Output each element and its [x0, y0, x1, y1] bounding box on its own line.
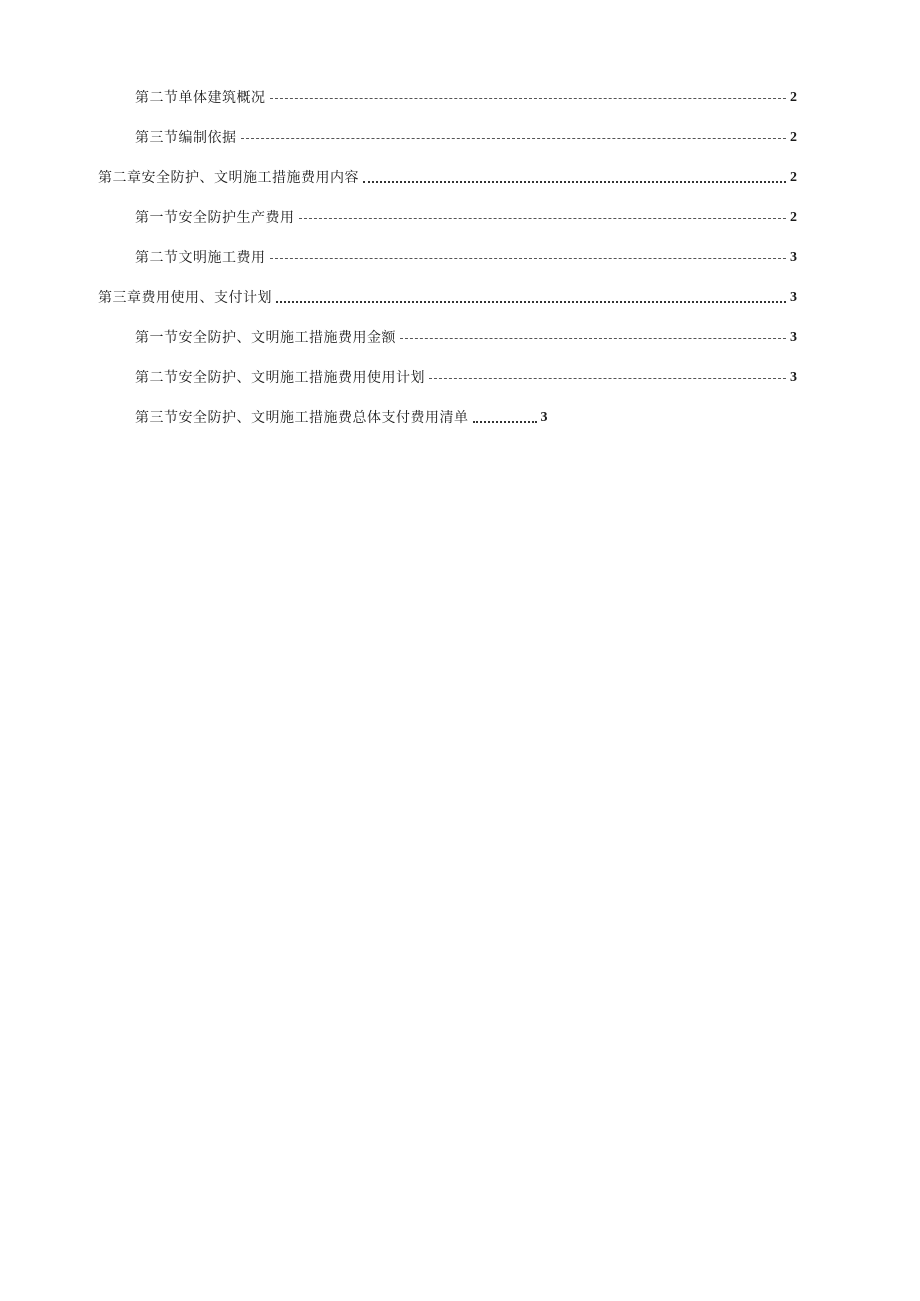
- toc-entry-title: 第二节安全防护、文明施工措施费用使用计划: [135, 370, 425, 386]
- toc-entry-section[interactable]: [135, 208, 797, 228]
- toc-leader-dots: [473, 421, 537, 423]
- toc-entry-title: 第一节安全防护、文明施工措施费用金额: [135, 330, 396, 346]
- toc-entry-chapter[interactable]: [98, 288, 797, 308]
- toc-page-number: 2: [790, 90, 797, 105]
- toc-entry-title: 第三章费用使用、支付计划: [98, 290, 272, 306]
- toc-entry-section[interactable]: [135, 328, 797, 348]
- toc-leader-dashes: [400, 338, 786, 339]
- toc-leader-dashes: [270, 98, 787, 99]
- toc-leader-dashes: [270, 258, 787, 259]
- toc-entry-title: 第三节编制依据: [135, 130, 237, 146]
- toc-entry-section[interactable]: [135, 128, 797, 148]
- toc-entry-chapter[interactable]: [98, 168, 797, 188]
- toc-entry-section[interactable]: [135, 88, 797, 108]
- toc-page-number: 3: [790, 290, 797, 305]
- toc-leader-dots: [276, 301, 786, 303]
- toc-page-number: 2: [790, 130, 797, 145]
- toc-leader-dashes: [299, 218, 787, 219]
- toc-leader-dots: [363, 181, 786, 183]
- toc-entry-title: 第三节安全防护、文明施工措施费总体支付费用清单: [135, 410, 469, 426]
- toc-page-number: 3: [540, 410, 548, 425]
- toc-page-number: 3: [790, 250, 797, 265]
- toc-leader-dashes: [241, 138, 787, 139]
- toc-leader-dashes: [429, 378, 786, 379]
- toc-page-number: 2: [790, 210, 797, 225]
- toc-entry-section[interactable]: [135, 248, 797, 268]
- toc-page-number: 3: [790, 330, 797, 345]
- toc-entry-title: 第一节安全防护生产费用: [135, 210, 295, 226]
- toc-entry-section[interactable]: [135, 368, 797, 388]
- toc-page-number: 3: [790, 370, 797, 385]
- toc-entry-title: 第二章安全防护、文明施工措施费用内容: [98, 170, 359, 186]
- toc-page-number: 2: [790, 170, 797, 185]
- toc-entry-title: 第二节单体建筑概况: [135, 90, 266, 106]
- toc-entry-section[interactable]: [135, 408, 548, 428]
- toc-entry-title: 第二节文明施工费用: [135, 250, 266, 266]
